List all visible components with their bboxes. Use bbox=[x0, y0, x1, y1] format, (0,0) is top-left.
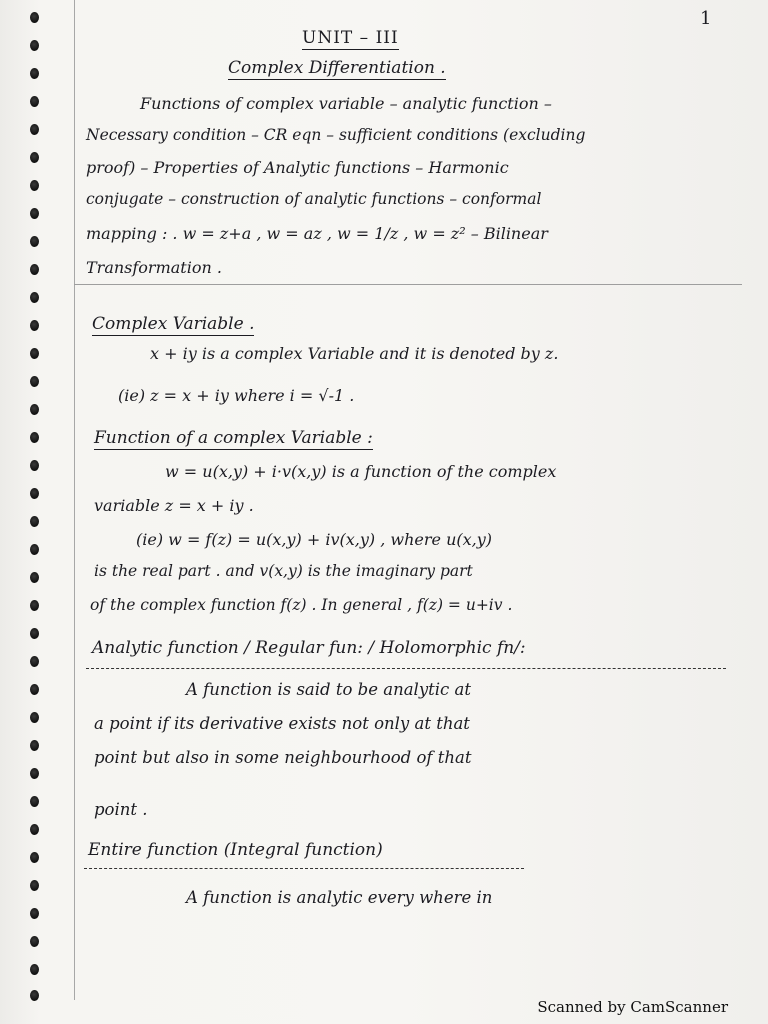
binding-hole bbox=[30, 600, 39, 611]
section-divider bbox=[74, 284, 742, 285]
binding-hole bbox=[30, 572, 39, 583]
binding-hole bbox=[30, 544, 39, 555]
analytic-line: A function is said to be analytic at bbox=[186, 680, 471, 699]
scanner-watermark: Scanned by CamScanner bbox=[537, 998, 728, 1016]
binding-hole bbox=[30, 656, 39, 667]
analytic-line: a point if its derivative exists not only at that bbox=[94, 714, 470, 733]
binding-hole bbox=[30, 964, 39, 975]
function-line: (ie) w = f(z) = u(x,y) + iv(x,y) , where u(x,y) bbox=[136, 530, 493, 549]
syllabus-line: Necessary condition – CR eqn – sufficient conditions (excluding bbox=[86, 126, 586, 144]
chapter-title: Complex Differentiation . bbox=[228, 58, 446, 78]
entire-function-line: A function is analytic every where in bbox=[186, 888, 493, 907]
binding-hole bbox=[30, 488, 39, 499]
binding-hole bbox=[30, 684, 39, 695]
complex-variable-line: (ie) z = x + iy where i = √-1 . bbox=[118, 386, 355, 405]
section-heading-complex-variable: Complex Variable . bbox=[92, 314, 255, 334]
complex-variable-line: x + iy is a complex Variable and it is denoted by z. bbox=[150, 344, 559, 363]
function-line: variable z = x + iy . bbox=[94, 496, 254, 515]
binding-hole bbox=[30, 432, 39, 443]
binding-hole bbox=[30, 908, 39, 919]
heading-underline bbox=[86, 668, 726, 669]
syllabus-line: conjugate – construction of analytic functions – conformal bbox=[86, 190, 542, 208]
binding-hole bbox=[30, 292, 39, 303]
binding-hole bbox=[30, 264, 39, 275]
margin-line bbox=[74, 0, 75, 1000]
function-line: is the real part . and v(x,y) is the imaginary part bbox=[94, 562, 473, 580]
binding-hole bbox=[30, 796, 39, 807]
analytic-line: point . bbox=[94, 800, 148, 819]
analytic-line: point but also in some neighbourhood of that bbox=[94, 748, 472, 767]
binding-hole bbox=[30, 990, 39, 1001]
binding-hole bbox=[30, 712, 39, 723]
binding-hole bbox=[30, 40, 39, 51]
binding-hole bbox=[30, 852, 39, 863]
binding-hole bbox=[30, 880, 39, 891]
syllabus-line: mapping : . w = z+a , w = az , w = 1/z , w = z² – Bilinear bbox=[86, 224, 548, 243]
binding-hole bbox=[30, 768, 39, 779]
syllabus-line: proof) – Properties of Analytic functions – Harmonic bbox=[86, 158, 509, 177]
binding-hole bbox=[30, 628, 39, 639]
section-heading-function-of-complex-variable: Function of a complex Variable : bbox=[94, 428, 373, 448]
function-line: of the complex function f(z) . In general , f(z) = u+iv . bbox=[90, 596, 513, 614]
syllabus-line: Functions of complex variable – analytic function – bbox=[140, 94, 552, 113]
binding-hole bbox=[30, 740, 39, 751]
binding-hole bbox=[30, 824, 39, 835]
section-heading-entire-function: Entire function (Integral function) bbox=[88, 840, 383, 860]
binding-hole bbox=[30, 404, 39, 415]
binding-hole bbox=[30, 12, 39, 23]
binding-hole bbox=[30, 208, 39, 219]
binding-hole bbox=[30, 96, 39, 107]
syllabus-line: Transformation . bbox=[86, 258, 222, 277]
unit-heading: UNIT – III bbox=[302, 28, 399, 48]
binding-hole bbox=[30, 936, 39, 947]
page-number: 1 bbox=[700, 8, 712, 29]
spiral-binding-holes bbox=[30, 0, 54, 1000]
binding-hole bbox=[30, 180, 39, 191]
binding-hole bbox=[30, 68, 39, 79]
binding-hole bbox=[30, 348, 39, 359]
binding-hole bbox=[30, 516, 39, 527]
heading-underline bbox=[84, 868, 524, 869]
binding-hole bbox=[30, 376, 39, 387]
binding-hole bbox=[30, 152, 39, 163]
section-heading-analytic-function: Analytic function / Regular fun: / Holomorphic fn/: bbox=[92, 638, 526, 658]
binding-hole bbox=[30, 320, 39, 331]
binding-hole bbox=[30, 236, 39, 247]
binding-hole bbox=[30, 460, 39, 471]
binding-hole bbox=[30, 124, 39, 135]
function-line: w = u(x,y) + i·v(x,y) is a function of the complex bbox=[165, 462, 557, 481]
